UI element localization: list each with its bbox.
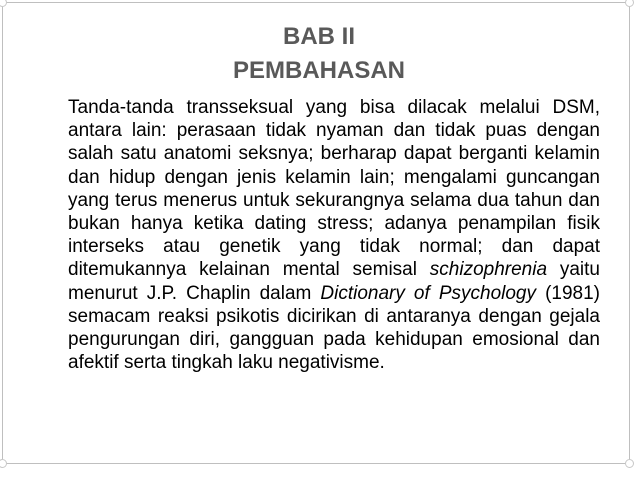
- corner-handle: [625, 0, 634, 7]
- paragraph-text-part3: (1981) semacam reaksi psikotis dicirikan di antaranya dengan gejala pengurungan diri, gangguan pada kehidupan emosional dan afektif serta tingkah laku negativisme.: [68, 282, 600, 374]
- paragraph-text-part1: Tanda-tanda transseksual yang bisa dilacak melalui DSM, antara lain: perasaan tidak nyaman dan tidak puas dengan salah satu anatomi seksnya; berharap dapat berganti kelamin dan hidup dengan jenis kelamin lain; mengalami guncangan yang terus menerus untuk sekurangnya selama dua tahun dan bukan hanya ketika dating stress; adanya penampilan fisik interseks atau genetik yang tidak normal; dan dapat ditemukannya kelainan mental semisal: [68, 97, 600, 281]
- body-paragraph: [68, 96, 600, 374]
- slide-title-heading: PEMBAHASAN: [232, 57, 405, 84]
- corner-handle: [0, 0, 7, 7]
- corner-handle: [625, 459, 634, 468]
- italic-term-schizophrenia: schizophrenia: [429, 259, 548, 281]
- corner-handle: [0, 459, 7, 468]
- italic-book-title: Dictionary of Psychology: [320, 282, 537, 304]
- paragraph-text-part2: yaitu menurut J.P. Chaplin dalam: [68, 259, 600, 304]
- slide-title-chapter: BAB II: [283, 23, 355, 50]
